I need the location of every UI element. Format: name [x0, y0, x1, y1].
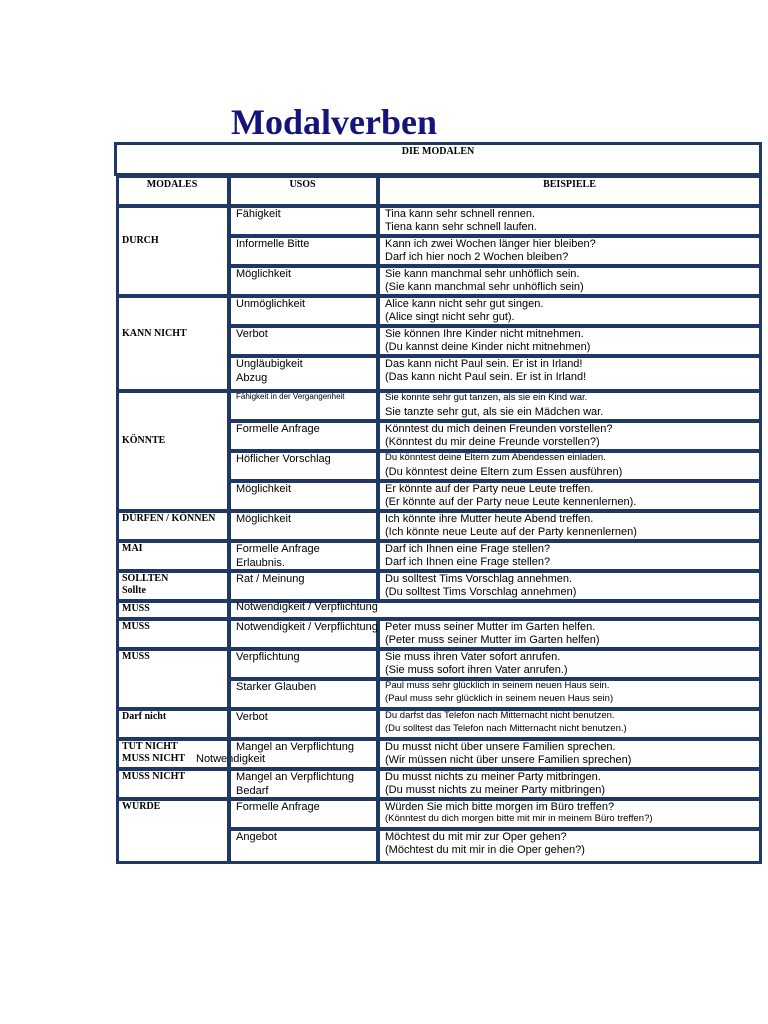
example-sentence: Ich könnte ihre Mutter heute Abend treffen.: [385, 513, 594, 525]
usage-text: Abzug: [236, 372, 268, 384]
usage-text: Verpflichtung: [236, 651, 300, 663]
example-sentence: (Alice singt nicht sehr gut).: [385, 311, 515, 323]
example-sentence: Tiena kann sehr schnell laufen.: [385, 221, 537, 233]
usage-text: Möglichkeit: [236, 483, 292, 495]
modal-verb-label: MUSS: [122, 603, 150, 614]
example-sentence: Sie können Ihre Kinder nicht mitnehmen.: [385, 328, 584, 340]
example-sentence: Darf ich Ihnen eine Frage stellen?: [385, 556, 551, 568]
example-sentence: Er könnte auf der Party neue Leute treffen.: [385, 483, 594, 495]
modal-verb-label: SOLLTEN: [122, 573, 169, 584]
usage-text: Notwendigkeit / Verpflichtung: [236, 601, 378, 613]
example-sentence: Sie tanzte sehr gut, als sie ein Mädchen war.: [385, 406, 604, 418]
modal-verb-label: WÜRDE: [122, 801, 161, 812]
example-sentence: Möchtest du mit mir zur Oper gehen?: [385, 831, 567, 843]
example-sentence: Tina kann sehr schnell rennen.: [385, 208, 536, 220]
example-sentence: (Könntest du dich morgen bitte mit mir in meinem Büro treffen?): [385, 813, 653, 824]
modales-cell: [116, 295, 230, 392]
usage-text: Bedarf: [236, 785, 269, 797]
usage-text: Informelle Bitte: [236, 238, 310, 250]
modales-cell: [116, 390, 230, 512]
usage-text: Rat / Meinung: [236, 573, 305, 585]
modales-cell: [116, 205, 230, 297]
usage-text: Angebot: [236, 831, 277, 843]
modal-verb-label-secondary: MUSS NICHT: [122, 753, 186, 764]
example-sentence: Alice kann nicht sehr gut singen.: [385, 298, 544, 310]
usage-text: Starker Glauben: [236, 681, 317, 693]
usage-text: Mangel an Verpflichtung: [236, 741, 355, 753]
example-sentence: Sie kann manchmal sehr unhöflich sein.: [385, 268, 580, 280]
header-beispiele: BEISPIELE: [543, 179, 596, 190]
usage-text: Höflicher Vorschlag: [236, 453, 331, 465]
example-sentence: Darf ich hier noch 2 Wochen bleiben?: [385, 251, 569, 263]
example-sentence: (Sie kann manchmal sehr unhöflich sein): [385, 281, 584, 293]
example-sentence: (Könntest du mir deine Freunde vorstellen?): [385, 436, 600, 448]
modal-verb-label-tail: Notwendigkeit: [196, 753, 266, 765]
example-sentence: Sie muss ihren Vater sofort anrufen.: [385, 651, 561, 663]
example-sentence: (Wir müssen nicht über unsere Familien sprechen): [385, 754, 632, 766]
usage-text: Formelle Anfrage: [236, 423, 320, 435]
example-sentence: (Möchtest du mit mir in die Oper gehen?): [385, 844, 585, 856]
modal-verb-label: MUSS NICHT: [122, 771, 186, 782]
example-sentence: (Das kann nicht Paul sein. Er ist in Irland!: [385, 371, 587, 383]
usage-text: Erlaubnis.: [236, 557, 285, 569]
modal-verb-label: KÖNNTE: [122, 435, 166, 446]
example-sentence: Könntest du mich deinen Freunden vorstellen?: [385, 423, 613, 435]
usage-text: Möglichkeit: [236, 268, 292, 280]
example-sentence: (Du solltest das Telefon nach Mitternacht nicht benutzen.): [385, 723, 627, 734]
usage-text: Unmöglichkeit: [236, 298, 306, 310]
example-sentence: Das kann nicht Paul sein. Er ist in Irland!: [385, 358, 583, 370]
modal-verb-label: MUSS: [122, 621, 150, 632]
example-sentence: (Sie muss sofort ihren Vater anrufen.): [385, 664, 568, 676]
usage-text: Fähigkeit: [236, 208, 281, 220]
example-sentence: (Du solltest Tims Vorschlag annehmen): [385, 586, 577, 598]
modal-verbs-table: [114, 142, 762, 862]
usage-text: Verbot: [236, 711, 268, 723]
example-sentence: Peter muss seiner Mutter im Garten helfen.: [385, 621, 596, 633]
example-sentence: Du könntest deine Eltern zum Abendessen einladen.: [385, 452, 606, 463]
example-sentence: (Er könnte auf der Party neue Leute kennenlernen).: [385, 496, 637, 508]
header-usos: USOS: [289, 179, 316, 190]
example-sentence: Du musst nichts zu meiner Party mitbringen.: [385, 771, 601, 783]
usage-text: Fähigkeit in der Vergangenheit: [236, 392, 345, 401]
example-sentence: Du musst nicht über unsere Familien sprechen.: [385, 741, 616, 753]
usage-text: Mangel an Verpflichtung: [236, 771, 355, 783]
modal-verb-label: TUT NICHT: [122, 741, 178, 752]
modal-verb-label: MUSS: [122, 651, 150, 662]
example-sentence: Du darfst das Telefon nach Mitternacht nicht benutzen.: [385, 710, 615, 721]
example-sentence: (Du kannst deine Kinder nicht mitnehmen): [385, 341, 591, 353]
usage-text: Formelle Anfrage: [236, 801, 320, 813]
table-caption: DIE MODALEN: [401, 146, 475, 157]
example-sentence: Würden Sie mich bitte morgen im Büro treffen?: [385, 801, 615, 813]
modal-verb-label: KANN NICHT: [122, 327, 187, 339]
example-sentence: (Paul muss sehr glücklich in seinem neuen Haus sein): [385, 693, 614, 704]
example-sentence: Du solltest Tims Vorschlag annehmen.: [385, 573, 573, 585]
example-sentence: Paul muss sehr glücklich in seinem neuen Haus sein.: [385, 680, 610, 691]
page-title: Modalverben: [231, 102, 437, 142]
usage-text: Formelle Anfrage: [236, 543, 320, 555]
usage-text: Notwendigkeit / Verpflichtung: [236, 621, 378, 633]
modal-verb-label: DURCH: [122, 235, 159, 246]
modal-verb-label: Darf nicht: [122, 711, 167, 722]
example-sentence: Darf ich Ihnen eine Frage stellen?: [385, 543, 551, 555]
usage-text: Ungläubigkeit: [236, 358, 303, 370]
example-sentence: (Peter muss seiner Mutter im Garten helfen): [385, 634, 600, 646]
usage-text: Verbot: [236, 328, 268, 340]
usage-text: Möglichkeit: [236, 513, 292, 525]
header-modales: MODALES: [146, 179, 198, 190]
example-sentence: Kann ich zwei Wochen länger hier bleiben?: [385, 238, 596, 250]
modal-verb-label: MAI: [122, 543, 143, 554]
modal-verb-label: DÜRFEN / KÖNNEN: [122, 513, 216, 524]
example-sentence: (Du musst nichts zu meiner Party mitbringen): [385, 784, 606, 796]
modal-verb-label-secondary: Sollte: [122, 585, 146, 596]
example-sentence: (Du könntest deine Eltern zum Essen ausführen): [385, 466, 623, 478]
example-sentence: (Ich könnte neue Leute auf der Party kennenlernen): [385, 526, 637, 538]
example-sentence: Sie konnte sehr gut tanzen, als sie ein Kind war.: [385, 392, 588, 403]
